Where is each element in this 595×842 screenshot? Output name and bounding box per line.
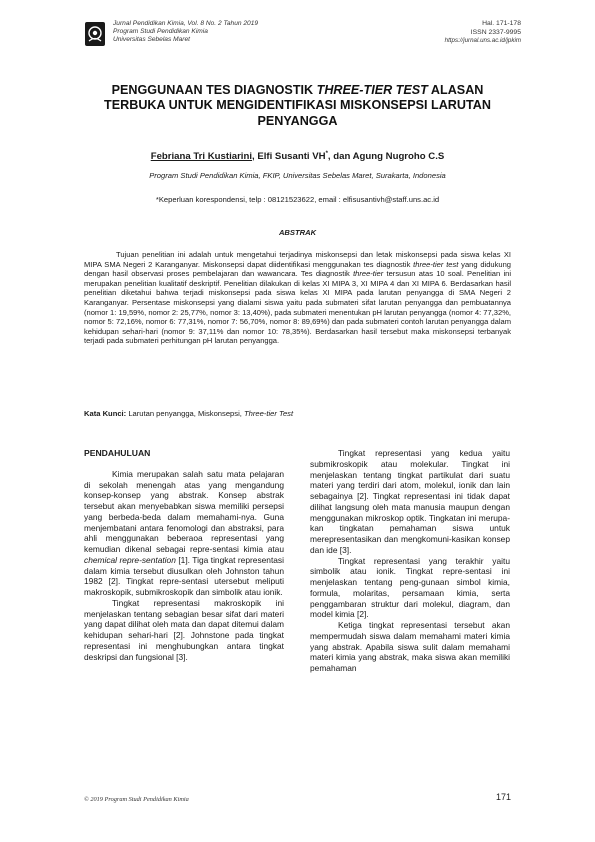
abstract-text-c: tersusun atas 10 soal. Penelitian ini merupakan penelitian kualitatif deskriptif. Penelitian dilakukan di kelas XI MIPA 3, XI MIPA 4 dan XI MIPA 6. Berdasarkan hasil penelitian diketahui bahwa terjadi miskonsepsi pada siswa kelas XI MIPA pada larutan penyangga di SMA Negeri 2 Karanganyar. Persentase miskonsepsi yang dialami siswa yaitu pada submateri sifat larutan penyangga dan pembuatannya (nomor 1: 19,59%, nomor 2: 25,77%, nomor 3: 13,40%), pada submateri menentukan pH larutan penyangga (nomor 4: 77,32%, nomor 5: 72,16%, nomor 6: 77,31%, nomor 7: 56,70%, nomor 8: 89,69%) dan pada submateri contoh larutan penyangga dalam kehidupan sehari-hari (nomor 9: 37,11% dan nomor 10: 78,35%). Berdasarkan hasil tersebut maka miskonsepsi terbanyak terjadi pada submateri perhitungan pH larutan penyangga. [84, 269, 511, 346]
correspondence: *Keperluan korespondensi, telp : 08121523622, email : elfisusantivh@staff.uns.ac.id [155, 195, 440, 204]
paragraph-italic: chemical repre-sentation [84, 554, 176, 565]
title-part-1: PENGGUNAAN TES DIAGNOSTIK [111, 83, 317, 97]
keywords-label: Kata Kunci: [84, 409, 127, 418]
paragraph-text: Kimia merupakan salah satu mata pelajaran di sekolah menengah atas yang mengandung konsep-konsep yang abstrak. Konsep abstrak tersebut akan menyebabkan siswa memiliki persepsi yang berbeda-beda dalam memahami-nya. Guna menjembatani antara fenomologi dan abstraksi, para ahli menggunakan beberaoa representasi yang kemudian dikenal sebagai repre-sentasi kimia atau [84, 468, 284, 554]
paragraph-text: [1]. Tiga tingkat representasi dalam kimia tersebut diusulkan oleh Johnston tahun 1982 [2]. Tingkat repre-sentasi utersebut meliputi makroskopik, submikroskopik dan simbolik atau ionik. [84, 554, 284, 597]
corresponding-mark: * [325, 151, 328, 157]
abstract-heading: ABSTRAK [278, 228, 317, 237]
abstract-text-a: Tujuan penelitian ini adalah untuk mengetahui terjadinya miskonsepsi dan letak miskonsepsi pada siswa kelas XI MIPA SMA Negeri 2 Karanganyar. Miskonsepsi dapat diidentifikasi menggunakan tes diagnostik [84, 250, 511, 269]
left-column [84, 448, 284, 662]
issn: ISSN 2337-9995 [470, 28, 521, 36]
title-part-3: ALASAN TERBUKA UNTUK MENGIDENTIFIKASI MISKONSEPSI LARUTAN PENYANGGA [104, 83, 491, 128]
abstract-italic-b: three-tier [353, 269, 384, 279]
abstract-body [84, 250, 511, 346]
keywords-italic: Three-tier Test [243, 409, 294, 418]
paragraph: Tingkat representasi makroskopik ini menjelaskan tentang sebagian besar sifat dari materi yang dapat dilihat oleh mata dan dapat ditemui dalam kehidupan sehari-hari [2]. Johnstone pada tingkat representasi ini menghubungkan antara tingkat deskripsi dan fungsional [3]. [84, 597, 284, 662]
journal-program: Program Studi Pendidikan Kimia [113, 28, 208, 36]
right-column [310, 448, 510, 674]
author-list [84, 151, 511, 162]
journal-university: Universitas Sebelas Maret [113, 36, 190, 44]
journal-meta [445, 20, 521, 46]
section-heading: PENDAHULUAN [84, 448, 151, 458]
abstract-italic-a: three-tier test [413, 259, 459, 269]
author-first: Febriana Tri Kustiarini [150, 151, 252, 163]
keywords-text: Larutan penyangga, Miskonsepsi, [126, 409, 244, 418]
paragraph: Tingkat representasi yang kedua yaitu submikroskopik atau molekular. Tingkat ini menjelaskan tentang tingkat partikulat dari suatu materi yang terdiri dari atom, molekul, ionik dan lain sebagainya [2]. Tingkat representasi ini tidak dapat dilihat langsung oleh mata manusia maupun dengan menggunakan mikroskop optik. Tingkatan ini merupa-kan tingkatan pemahaman siswa untuk merepresentasikan dan mengkomuni-kasikan konsep dan ide [3]. [310, 448, 510, 555]
journal-info [113, 20, 258, 45]
journal-logo-icon [84, 21, 106, 47]
author-rest: , dan Agung Nugroho C.S [327, 151, 445, 163]
paragraph [84, 469, 284, 598]
footer-copyright: © 2019 Program Studi Pendidikan Kimia [84, 796, 189, 803]
page-range: Hal. 171-178 [482, 20, 521, 27]
journal-url[interactable]: https://jurnal.uns.ac.id/jpkim [444, 37, 521, 45]
abstract-text-b: yang didukung dengan hasil observasi proses pembelajaran dan wawancara. Tes diagnostik [84, 259, 511, 279]
journal-name: Jurnal Pendidikan Kimia, Vol. 8 No. 2 Tahun 2019 [113, 20, 259, 27]
title-part-2: THREE-TIER TEST [316, 83, 428, 97]
affiliation: Program Studi Pendidikan Kimia, FKIP, Universitas Sebelas Maret, Surakarta, Indonesia [149, 171, 446, 180]
page-number: 171 [495, 792, 511, 802]
paragraph: Tingkat representasi yang terakhir yaitu simbolik atau ionik. Tingkat repre-sentasi ini menjelaskan tentang peng-gunaan simbol kimia, formula, molaritas, persamaan kimia, serta penggambaran struktur dari molekul, diagram, dan model kimia [2]. [310, 555, 510, 620]
abstract-paragraph [84, 250, 511, 346]
keywords [84, 409, 511, 418]
paragraph: Ketiga tingkat representasi tersebut akan mempermudah siswa dalam memahami materi kimia yang abstrak. Apabila siswa sulit dalam memahami materi kimia yang abstrak, maka siswa akan memiliki pemahaman [310, 620, 510, 673]
paper-title [84, 83, 511, 129]
author-second: , Elfi Susanti VH [252, 151, 326, 163]
